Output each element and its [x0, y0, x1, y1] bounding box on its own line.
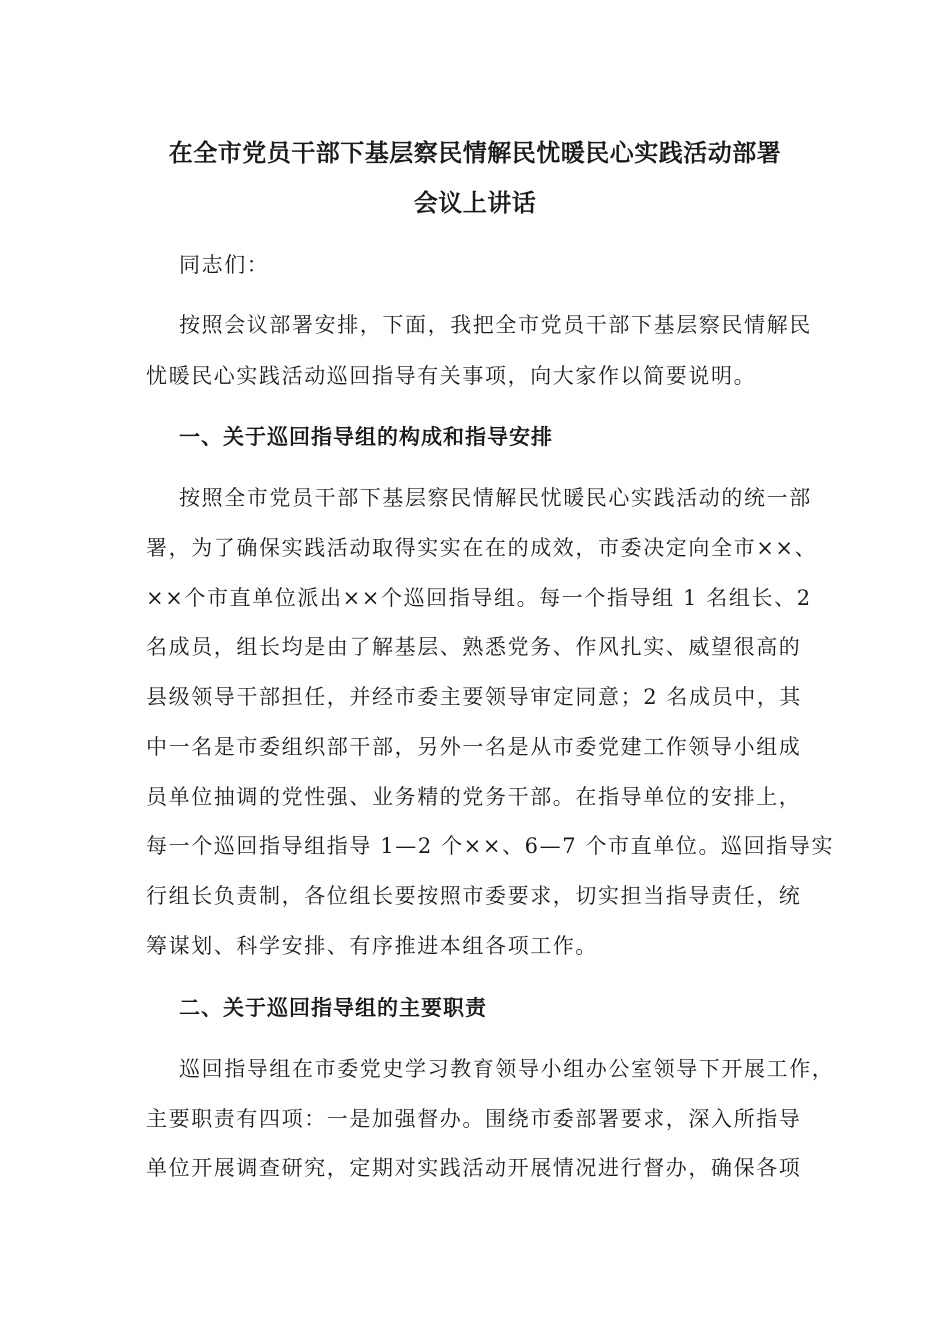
section2-line-2: 主要职责有四项：一是加强督办。围绕市委部署要求，深入所指导 [146, 1107, 802, 1131]
salutation: 同志们： [179, 253, 270, 277]
intro-line-1: 按照会议部署安排，下面，我把全市党员干部下基层察民情解民 [179, 313, 812, 337]
section1-line-9: 行组长负责制，各位组长要按照市委要求，切实担当指导责任，统 [146, 884, 802, 908]
document-title-line-1: 在全市党员干部下基层察民情解民忧暖民心实践活动部署 [168, 138, 782, 167]
section2-line-1: 巡回指导组在市委党史学习教育领导小组办公室领导下开展工作， [179, 1057, 835, 1081]
section-heading-2: 二、关于巡回指导组的主要职责 [179, 995, 487, 1020]
section1-line-5: 县级领导干部担任，并经市委主要领导审定同意；2 名成员中，其 [146, 685, 803, 709]
section1-line-6: 中一名是市委组织部干部，另外一名是从市委党建工作领导小组成 [146, 735, 802, 759]
intro-line-2: 忧暖民心实践活动巡回指导有关事项，向大家作以简要说明。 [146, 364, 757, 388]
section1-line-8: 每一个巡回指导组指导 1—2 个××、6—7 个市直单位。巡回指导实 [146, 834, 835, 858]
section1-line-10: 筹谋划、科学安排、有序推进本组各项工作。 [146, 934, 598, 958]
section1-line-2: 署，为了确保实践活动取得实实在在的成效，市委决定向全市××、 [146, 536, 818, 560]
section-heading-1: 一、关于巡回指导组的构成和指导安排 [179, 424, 553, 449]
section1-line-3: ××个市直单位派出××个巡回指导组。每一个指导组 1 名组长、2 [146, 586, 812, 610]
section1-line-1: 按照全市党员干部下基层察民情解民忧暖民心实践活动的统一部 [179, 486, 812, 510]
section1-line-7: 员单位抽调的党性强、业务精的党务干部。在指导单位的安排上， [146, 785, 802, 809]
document-title-line-2: 会议上讲话 [413, 188, 537, 217]
section2-line-3: 单位开展调查研究，定期对实践活动开展情况进行督办，确保各项 [146, 1156, 802, 1180]
section1-line-4: 名成员，组长均是由了解基层、熟悉党务、作风扎实、威望很高的 [146, 635, 802, 659]
